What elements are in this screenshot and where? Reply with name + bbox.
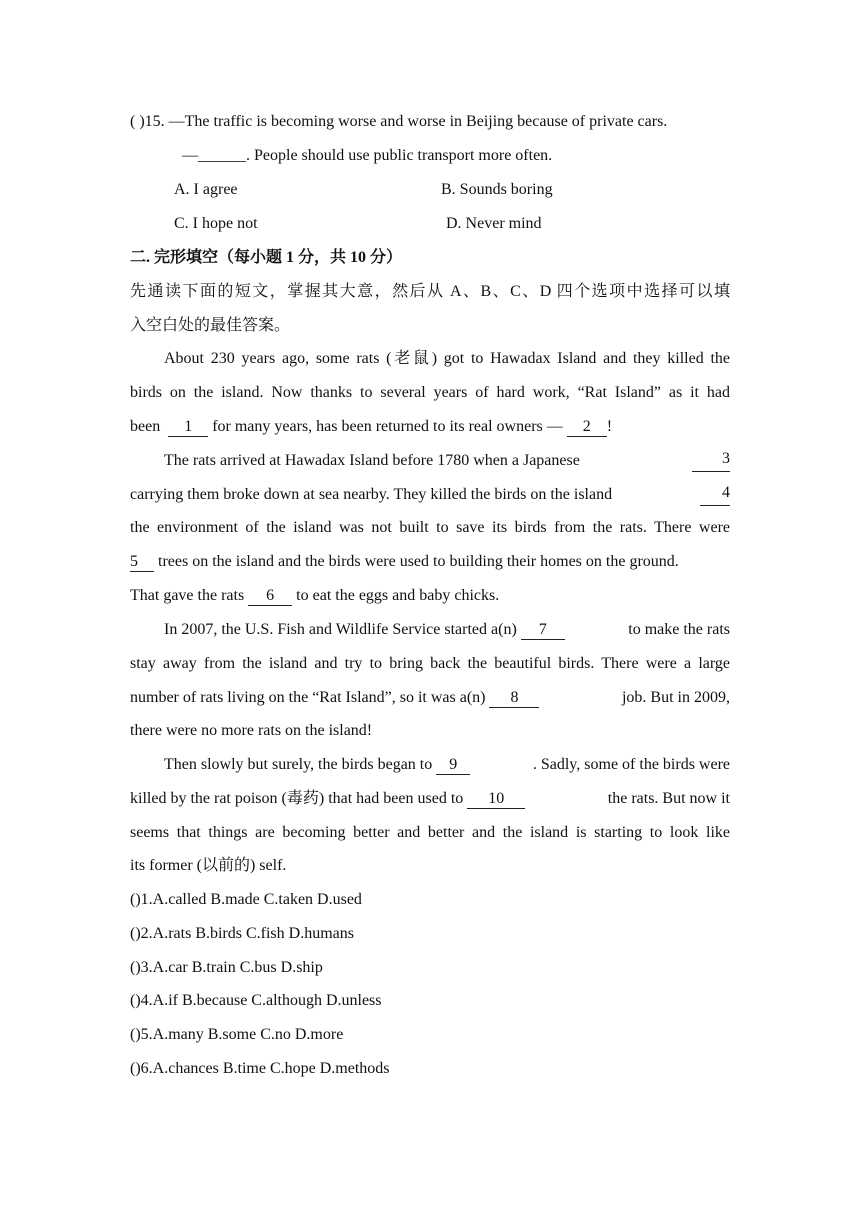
q15-stem: ( )15. —The traffic is becoming worse and worse in Beijing because of private cars. xyxy=(130,113,668,130)
blank-2[interactable]: 2 xyxy=(567,418,607,437)
blank-8[interactable]: 8 xyxy=(489,689,539,708)
blank-5[interactable]: 5 xyxy=(130,553,154,572)
passage-line: stay away from the island and try to bring back the beautiful birds. There were a large xyxy=(130,655,730,672)
passage-line: been 1 for many years, has been returned to its real owners — 2 ! xyxy=(130,418,613,435)
passage-line: carrying them broke down at sea nearby. They killed the birds on the island 4 xyxy=(130,484,730,506)
passage-line: The rats arrived at Hawadax Island before 1780 when a Japanese 3 xyxy=(164,450,730,472)
passage-line: birds on the island. Now thanks to several years of hard work, “Rat Island” as it had xyxy=(130,384,730,401)
blank-10[interactable]: 10 xyxy=(467,790,525,809)
choice-line-6: ()6.A.chances B.time C.hope D.methods xyxy=(130,1060,390,1077)
passage-line: That gave the rats 6 to eat the eggs and baby chicks. xyxy=(130,587,500,604)
blank-9[interactable]: 9 xyxy=(436,756,470,775)
section-heading: 二. 完形填空（每小题 1 分，共 10 分） xyxy=(130,249,403,266)
section-instructions-2: 入空白处的最佳答案。 xyxy=(130,317,291,334)
passage-line: number of rats living on the “Rat Island”, so it was a(n) 8 job. But in 2009, xyxy=(130,689,730,706)
blank-1[interactable]: 1 xyxy=(168,418,208,437)
q15-option-a: A. I agree xyxy=(174,181,238,198)
choice-line-2: ()2.A.rats B.birds C.fish D.humans xyxy=(130,925,354,942)
q15-option-c: C. I hope not xyxy=(174,215,258,232)
blank-3[interactable]: 3 xyxy=(692,450,730,472)
passage-line: its former (以前的) self. xyxy=(130,857,287,874)
choice-line-4: ()4.A.if B.because C.although D.unless xyxy=(130,992,382,1009)
choice-line-1: ()1.A.called B.made C.taken D.used xyxy=(130,891,362,908)
q15-reply: —______. People should use public transport more often. xyxy=(182,147,553,164)
choice-line-5: ()5.A.many B.some C.no D.more xyxy=(130,1026,344,1043)
q15-option-d: D. Never mind xyxy=(446,215,542,232)
passage-line: the environment of the island was not built to save its birds from the rats. There were xyxy=(130,519,730,536)
blank-6[interactable]: 6 xyxy=(248,587,292,606)
passage-line: About 230 years ago, some rats (老鼠) got to Hawadax Island and they killed the xyxy=(164,350,730,367)
section-instructions-1: 先通读下面的短文，掌握其大意，然后从 A、B、C、D 四个选项中选择可以填 xyxy=(130,283,730,300)
choice-line-3: ()3.A.car B.train C.bus D.ship xyxy=(130,959,323,976)
q15-option-b: B. Sounds boring xyxy=(441,181,553,198)
passage-line: there were no more rats on the island! xyxy=(130,722,373,739)
blank-7[interactable]: 7 xyxy=(521,621,565,640)
passage-line: killed by the rat poison (毒药) that had been used to 10 the rats. But now it xyxy=(130,790,730,807)
passage-line: Then slowly but surely, the birds began to 9 . Sadly, some of the birds were xyxy=(164,756,730,773)
blank-4[interactable]: 4 xyxy=(700,484,730,506)
passage-line: In 2007, the U.S. Fish and Wildlife Service started a(n) 7 to make the rats xyxy=(164,621,730,638)
passage-line: 5 trees on the island and the birds were used to building their homes on the ground. xyxy=(130,553,679,570)
passage-line: seems that things are becoming better and better and the island is starting to look like xyxy=(130,824,730,841)
